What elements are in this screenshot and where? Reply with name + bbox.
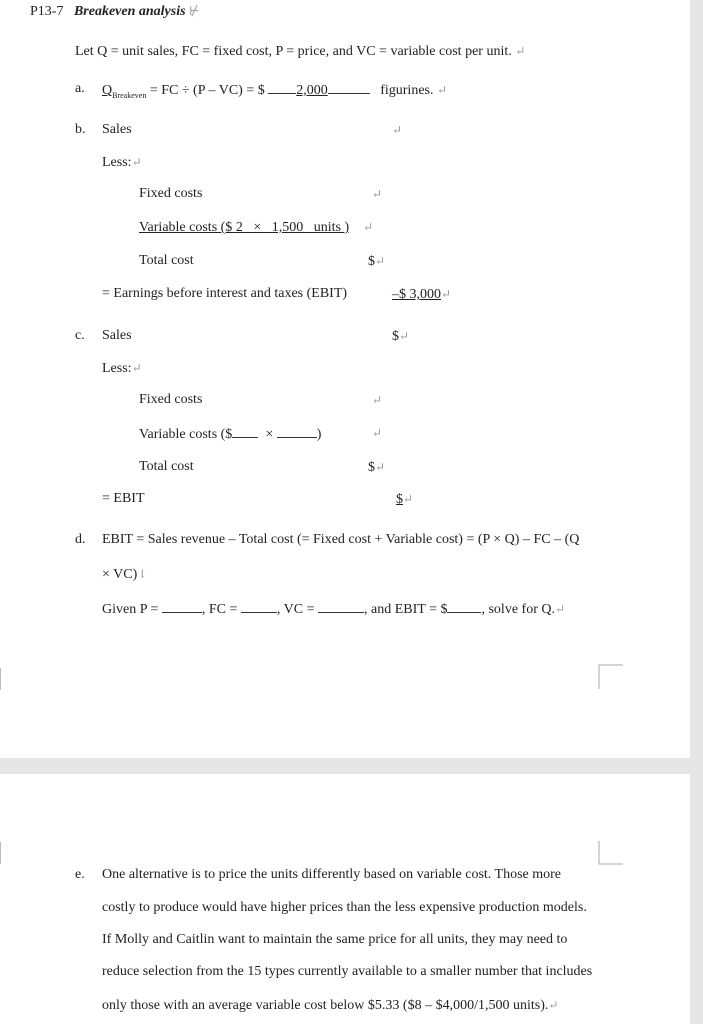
crop-mark-icon bbox=[598, 840, 624, 866]
part-c-sales-value: $↵ bbox=[392, 329, 410, 344]
document-page-2 bbox=[0, 774, 690, 1024]
part-b-ebit-label: = Earnings before interest and taxes (EBIT) bbox=[102, 286, 348, 301]
problem-title: Breakeven analysis bbox=[73, 4, 186, 19]
problem-heading bbox=[30, 3, 199, 20]
page-break-gap bbox=[0, 758, 703, 774]
breakeven-units-value: 2,000 bbox=[296, 83, 328, 98]
variable-price-value: 2 bbox=[235, 220, 243, 235]
part-e-line: One alternative is to price the units differently based on variable cost. Those more bbox=[102, 867, 562, 882]
part-c-fixed-costs-label: Fixed costs bbox=[139, 392, 203, 407]
q-breakeven-subscript: Breakeven bbox=[112, 90, 147, 100]
part-d-given-line: Given P = , FC = , VC = , and EBIT = $ , solve for Q.↵ bbox=[102, 602, 566, 617]
paragraph-mark-icon: ⊬ bbox=[189, 4, 200, 18]
return-mark-icon: ↵ bbox=[372, 426, 383, 440]
part-c-ebit-value: $↵ bbox=[396, 492, 414, 507]
part-b-fixed-costs-label: Fixed costs bbox=[139, 186, 203, 201]
page-background-right bbox=[690, 0, 703, 1024]
part-c-total-cost-label: Total cost bbox=[139, 459, 194, 474]
part-b-total-cost-label: Total cost bbox=[139, 253, 194, 268]
part-b-sales-label: Sales bbox=[102, 122, 132, 137]
part-e-line: reduce selection from the 15 types currently available to a smaller number that includes bbox=[102, 964, 593, 979]
part-c-total-cost-value: $↵ bbox=[368, 460, 386, 475]
part-e-line: If Molly and Caitlin want to maintain the same price for all units, they may need to bbox=[102, 932, 568, 947]
part-b-variable-costs: Variable costs ($ 2 × 1,500 units ) ↵ bbox=[139, 220, 374, 235]
part-b-total-cost-value: $↵ bbox=[368, 254, 386, 269]
part-a-formula: $Q_{Breakeven}$ = FC ÷ (P – VC) = $ 2,000 figurines. ↵ bbox=[102, 83, 448, 100]
part-b-less-label: Less:↵ bbox=[102, 155, 142, 170]
part-a-letter: a. bbox=[75, 81, 85, 96]
part-c-sales-label: Sales bbox=[102, 328, 132, 343]
part-e-line: costly to produce would have higher prices than the less expensive production models. bbox=[102, 900, 587, 915]
part-c-variable-costs: Variable costs ($ × ) bbox=[139, 427, 322, 442]
return-mark-icon: ↵ bbox=[515, 44, 526, 58]
variable-units-value: 1,500 bbox=[271, 220, 304, 235]
part-c-less-label: Less:↵ bbox=[102, 361, 142, 376]
part-b-ebit-value: –$ 3,000↵ bbox=[392, 287, 452, 302]
left-margin-edge bbox=[0, 668, 1, 690]
return-mark-icon: ↵ bbox=[436, 83, 448, 97]
return-mark-icon: ↵ bbox=[372, 187, 383, 201]
part-e-letter: e. bbox=[75, 867, 85, 882]
part-d-line-2: × VC)⇂ bbox=[102, 567, 148, 582]
part-b-letter: b. bbox=[75, 122, 86, 137]
part-e-line: only those with an average variable cost below $5.33 ($8 – $4,000/1,500 units). bbox=[102, 998, 549, 1013]
intro-text: Let Q = unit sales, FC = fixed cost, P = price, and VC = variable cost per unit. ↵ bbox=[75, 44, 526, 59]
part-d-line-1: EBIT = Sales revenue – Total cost (= Fixed cost + Variable cost) = (P × Q) – FC – (Q bbox=[102, 532, 580, 547]
part-d-letter: d. bbox=[75, 532, 86, 547]
part-e-last-line: only those with an average variable cost below $5.33 ($8 – $4,000/1,500 units).↵ bbox=[102, 998, 559, 1013]
left-margin-edge bbox=[0, 842, 1, 864]
part-c-ebit-label: = EBIT bbox=[102, 491, 145, 506]
problem-number: P13-7 bbox=[30, 4, 64, 19]
return-mark-icon: ↵ bbox=[392, 123, 403, 137]
crop-mark-icon bbox=[598, 664, 624, 690]
part-c-letter: c. bbox=[75, 328, 85, 343]
return-mark-icon: ↵ bbox=[372, 393, 383, 407]
